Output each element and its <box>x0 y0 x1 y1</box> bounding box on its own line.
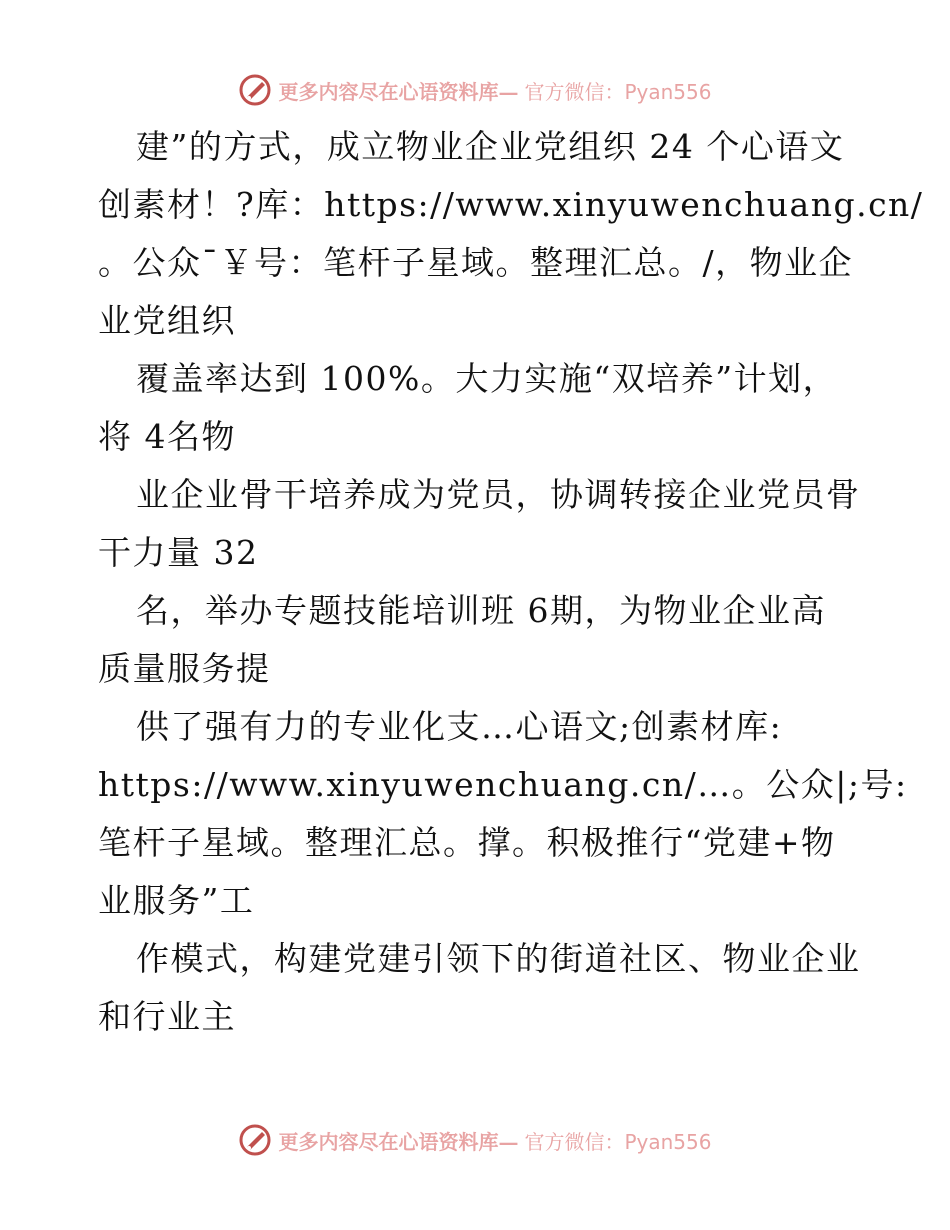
pen-seal-icon <box>238 1123 272 1157</box>
watermark-text: 更多内容尽在心语资料库— <box>278 1129 519 1154</box>
pen-seal-icon <box>238 73 272 107</box>
text-line: 供了强有力的专业化支…心语文;创素材库: <box>136 707 783 746</box>
text-line: 笔杆子星域。整理汇总。撑。积极推行“党建+物 <box>98 823 836 862</box>
text-line: 业企业骨干培养成为党员，协调转接企业党员骨 <box>136 475 861 514</box>
document-body <box>98 118 924 1046</box>
text-line: 。公众¯￥号：笔杆子星域。整理汇总。/，物业企 <box>98 243 854 282</box>
text-line: 作模式，构建党建引领下的街道社区、物业企业 <box>136 939 861 978</box>
text-line: 名，举办专题技能培训班 6期，为物业企业高 <box>136 591 826 630</box>
text-line: 业服务”工 <box>98 881 255 920</box>
text-line: 和行业主 <box>98 997 236 1036</box>
text-line: 创素材！?库：https://www.xinyuwenchuang.cn/ <box>98 185 924 224</box>
text-line: 干力量 32 <box>98 533 259 572</box>
text-line: 质量服务提 <box>98 649 271 688</box>
header-watermark <box>0 70 950 110</box>
watermark-group <box>238 1123 711 1157</box>
text-line: 覆盖率达到 100%。大力实施“双培养”计划， <box>136 359 838 398</box>
watermark-text: 更多内容尽在心语资料库— <box>278 79 519 104</box>
text-line: 业党组织 <box>98 301 236 340</box>
text-line: 将 4名物 <box>98 417 236 456</box>
text-line: https://www.xinyuwenchuang.cn/…。公众|;号: <box>98 765 908 804</box>
footer-watermark <box>0 1120 950 1160</box>
watermark-sub: 官方微信：Pyan556 <box>524 79 712 104</box>
text-line: 建”的方式，成立物业企业党组织 24 个心语文 <box>136 127 845 166</box>
watermark-sub: 官方微信：Pyan556 <box>524 1129 712 1154</box>
watermark-group <box>238 73 711 107</box>
